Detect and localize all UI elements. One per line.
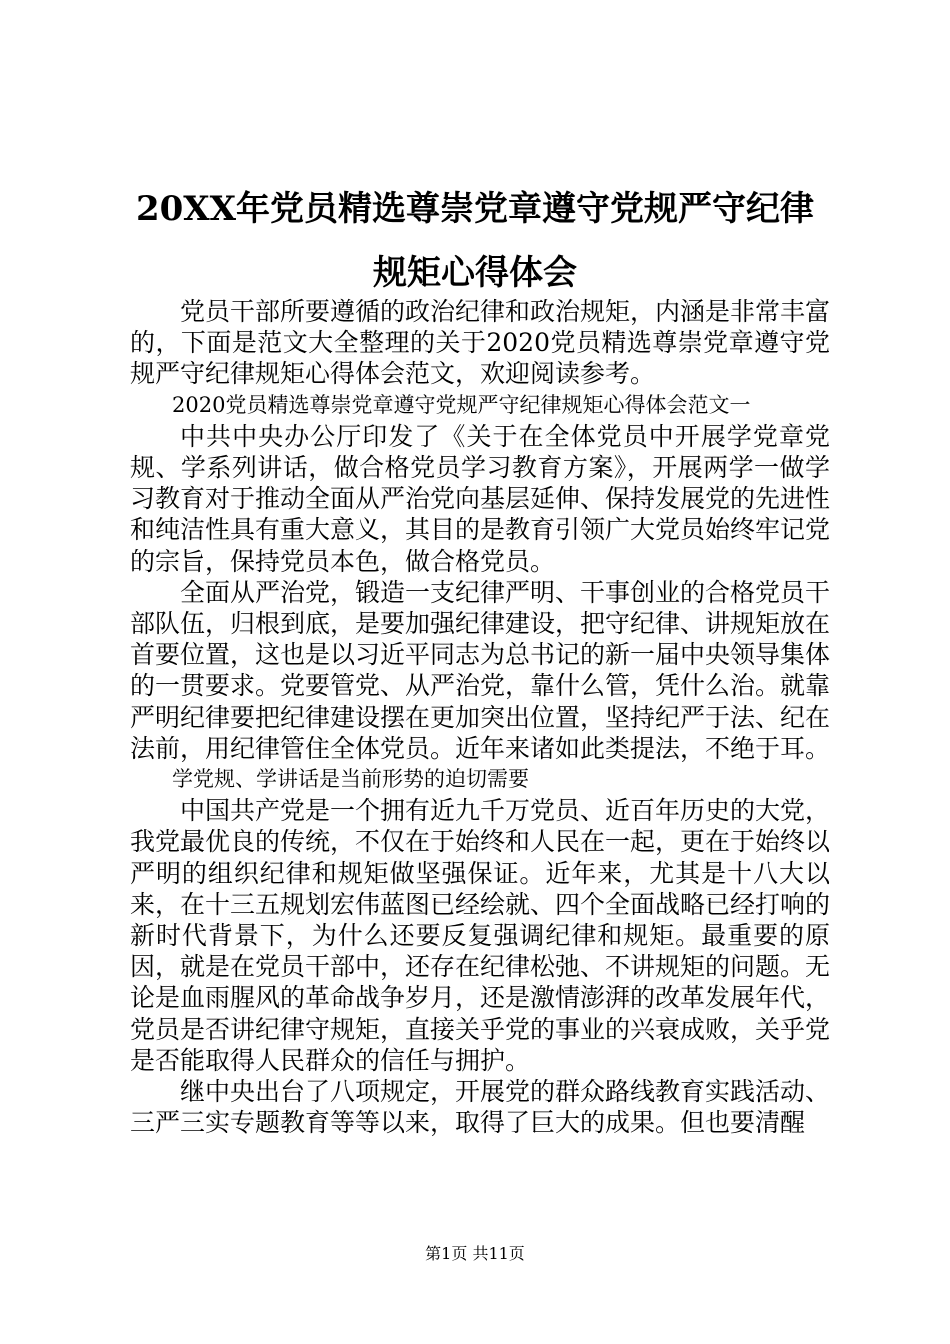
paragraph-body-4: 继中央出台了八项规定，开展党的群众路线教育实践活动、三严三实专题教育等等以来，取得了巨大的成果。但也要清醒 [130, 1077, 831, 1138]
paragraph-body-3: 中国共产党是一个拥有近九千万党员、近百年历史的大党，我党最优良的传统，不仅在于始终和人民在一起，更在于始终以严明的组织纪律和规矩做坚强保证。近年来，尤其是十八大以来，在十三五规划宏伟蓝图已经绘就、四个全面战略已经打响的新时代背景下，为什么还要反复强调纪律和规矩。最重要的原因，就是在党员干部中，还存在纪律松弛、不讲规矩的问题。无论是血雨腥风的革命战争岁月，还是激情澎湃的改革发展年代，党员是否讲纪律守规矩，直接关乎党的事业的兴衰成败，关乎党是否能取得人民群众的信任与拥护。 [130, 796, 831, 1075]
document-body [130, 296, 830, 1138]
paragraph-body-1: 中共中央办公厅印发了《关于在全体党员中开展学党章党规、学系列讲话，做合格党员学习教育方案》，开展两学一做学习教育对于推动全面从严治党向基层延伸、保持发展党的先进性和纯洁性具有重大意义，其目的是教育引领广大党员始终牢记党的宗旨，保持党员本色，做合格党员。 [130, 421, 831, 576]
paragraph-intro: 党员干部所要遵循的政治纪律和政治规矩，内涵是非常丰富的，下面是范文大全整理的关于2020党员精选尊崇党章遵守党规严守纪律规矩心得体会范文，欢迎阅读参考。 [130, 297, 831, 389]
paragraph-subheading-2: 学党规、学讲话是当前形势的迫切需要 [172, 767, 529, 792]
paragraph-body-2: 全面从严治党，锻造一支纪律严明、干事创业的合格党员干部队伍，归根到底，是要加强纪律建设，把守纪律、讲规矩放在首要位置，这也是以习近平同志为总书记的新一届中央领导集体的一贯要求。党要管党、从严治党，靠什么管，凭什么治。就靠严明纪律要把纪律建设摆在更加突出位置，坚持纪严于法、纪在法前，用纪律管住全体党员。近年来诸如此类提法，不绝于耳。 [130, 577, 831, 763]
document-title-line-1: 20XX年党员精选尊崇党章遵守党规严守纪律 [135, 189, 815, 229]
page-footer: 第1页 共11页 [425, 1244, 525, 1263]
document-title-line-2: 规矩心得体会 [373, 253, 577, 293]
paragraph-subheading-1: 2020党员精选尊崇党章遵守党规严守纪律规矩心得体会范文一 [172, 392, 751, 417]
